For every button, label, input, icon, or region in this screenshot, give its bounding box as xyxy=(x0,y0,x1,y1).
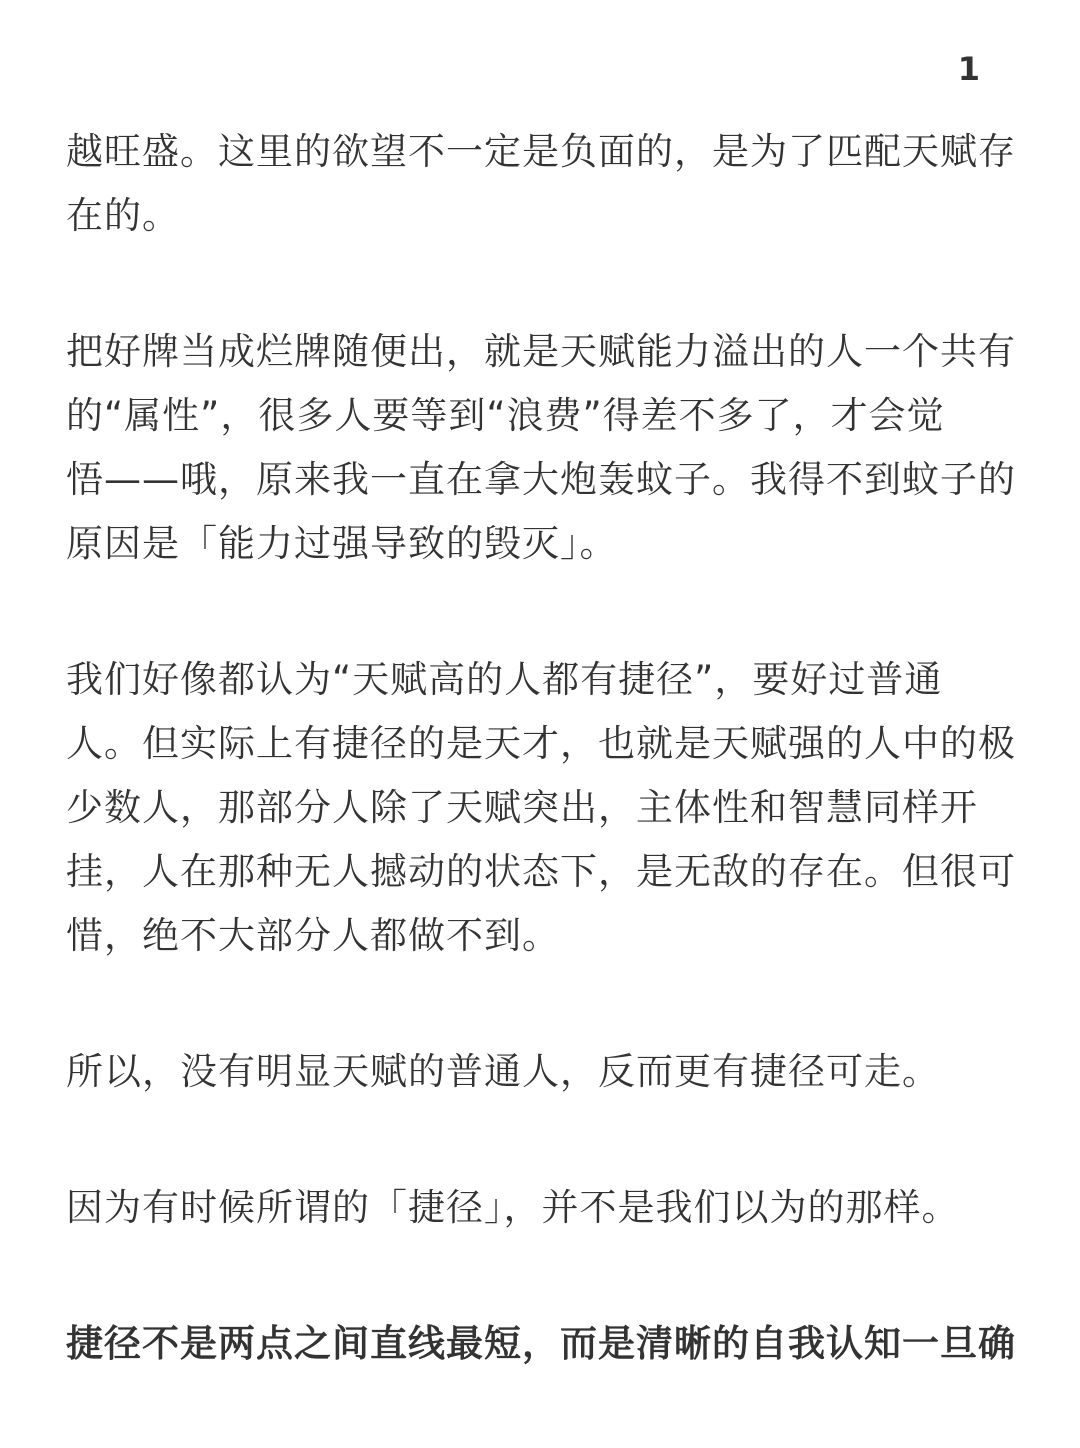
page-number: 1 xyxy=(957,50,980,88)
paragraph-2 xyxy=(66,320,1018,576)
text-line: 少数人，那部分人除了天赋突出，主体性和智慧同样开 xyxy=(66,786,978,829)
text-line: 挂，人在那种无人撼动的状态下，是无敌的存在。但很可 xyxy=(66,850,1016,893)
text-line: 我们好像都认为“天赋高的人都有捷径”，要好过普通 xyxy=(66,658,943,701)
text-line: 越旺盛。这里的欲望不一定是负面的，是为了匹配天赋存 xyxy=(66,130,1016,173)
text-line: 惜，绝不大部分人都做不到。 xyxy=(66,914,560,957)
paragraph-5 xyxy=(66,1176,1018,1240)
text-line: 悟——哦，原来我一直在拿大炮轰蚊子。我得不到蚊子的 xyxy=(66,458,1016,501)
article-body xyxy=(66,120,1018,1448)
text-line: 人。但实际上有捷径的是天才，也就是天赋强的人中的极 xyxy=(66,722,1016,765)
text-line: 所以，没有明显天赋的普通人，反而更有捷径可走。 xyxy=(66,1050,940,1093)
text-line: 捷径不是两点之间直线最短，而是清晰的自我认知一旦确 xyxy=(66,1322,1016,1365)
text-line: 的“属性”，很多人要等到“浪费”得差不多了，才会觉 xyxy=(66,394,945,437)
paragraph-6-bold xyxy=(66,1312,1018,1376)
text-line: 把好牌当成烂牌随便出，就是天赋能力溢出的人一个共有 xyxy=(66,330,1016,373)
paragraph-3 xyxy=(66,648,1018,968)
paragraph-4 xyxy=(66,1040,1018,1104)
text-line: 因为有时候所谓的「捷径」，并不是我们以为的那样。 xyxy=(66,1186,960,1229)
text-line: 在的。 xyxy=(66,194,180,237)
paragraph-1 xyxy=(66,120,1018,248)
text-line: 原因是「能力过强导致的毁灭」。 xyxy=(66,522,618,565)
